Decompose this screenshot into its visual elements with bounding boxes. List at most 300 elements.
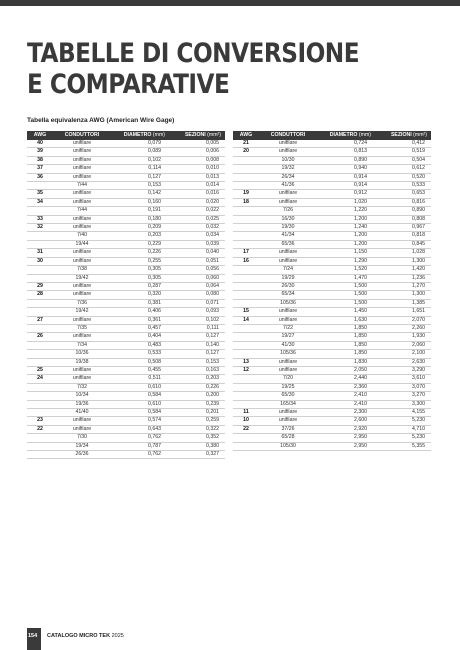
- cell-sezione: 1,270: [375, 282, 431, 290]
- cell-diametro: 0,914: [317, 173, 375, 181]
- table-row: [233, 274, 431, 282]
- cell-awg: [233, 224, 259, 232]
- cell-sezione: 0,327: [169, 451, 225, 459]
- cell-awg: 22: [27, 425, 53, 433]
- cell-conduttori: 165/34: [259, 400, 317, 408]
- table-row: [27, 442, 225, 450]
- cell-diametro: 0,455: [111, 366, 169, 374]
- cell-awg: [233, 173, 259, 181]
- cell-conduttori: 41/40: [53, 409, 111, 417]
- cell-conduttori: unifilare: [259, 190, 317, 198]
- cell-sezione: 0,071: [169, 299, 225, 307]
- cell-awg: [233, 291, 259, 299]
- cell-conduttori: unifilare: [53, 165, 111, 173]
- cell-diametro: 0,457: [111, 324, 169, 332]
- cell-awg: [27, 274, 53, 282]
- table-row: [27, 148, 225, 156]
- cell-diametro: 0,089: [111, 148, 169, 156]
- footer-catalog-name: CATALOGO MICRO TEK: [47, 633, 111, 639]
- table-row: [233, 324, 431, 332]
- table-row: [233, 215, 431, 223]
- table-row: [27, 341, 225, 349]
- cell-sezione: 0,322: [169, 425, 225, 433]
- table-row: [27, 375, 225, 383]
- cell-diametro: 2,950: [317, 442, 375, 450]
- cell-awg: [233, 383, 259, 391]
- cell-awg: [233, 350, 259, 358]
- cell-diametro: 0,102: [111, 156, 169, 164]
- cell-sezione: 1,300: [375, 291, 431, 299]
- cell-diametro: 1,450: [317, 308, 375, 316]
- cell-diametro: 0,160: [111, 198, 169, 206]
- header-diametro-label: DIAMETRO: [123, 131, 152, 138]
- cell-conduttori: 16/30: [259, 215, 317, 223]
- cell-conduttori: 7/35: [53, 324, 111, 332]
- cell-diametro: 0,191: [111, 207, 169, 215]
- cell-diametro: 1,500: [317, 299, 375, 307]
- cell-awg: 25: [27, 366, 53, 374]
- cell-awg: 39: [27, 148, 53, 156]
- cell-diametro: 0,533: [111, 350, 169, 358]
- header-sezioni-unit: (mm²): [207, 131, 221, 138]
- table-row: [233, 366, 431, 374]
- table-row: [27, 240, 225, 248]
- cell-conduttori: unifilare: [53, 198, 111, 206]
- table-row: [233, 341, 431, 349]
- cell-sezione: 0,845: [375, 240, 431, 248]
- cell-diametro: 0,305: [111, 274, 169, 282]
- cell-awg: [233, 333, 259, 341]
- cell-conduttori: 7/40: [53, 232, 111, 240]
- cell-diametro: 1,220: [317, 207, 375, 215]
- cell-sezione: 1,385: [375, 299, 431, 307]
- cell-awg: 23: [27, 417, 53, 425]
- cell-diametro: 0,114: [111, 165, 169, 173]
- cell-conduttori: 7/26: [259, 207, 317, 215]
- cell-conduttori: unifilare: [53, 375, 111, 383]
- cell-diametro: 0,406: [111, 308, 169, 316]
- table-row: [27, 140, 225, 148]
- cell-sezione: 0,020: [169, 198, 225, 206]
- cell-sezione: 0,014: [169, 182, 225, 190]
- cell-conduttori: unifilare: [259, 198, 317, 206]
- footer-page-tab: [27, 628, 41, 650]
- awg-table-left: [27, 131, 225, 459]
- table-header-row: [233, 131, 431, 140]
- table-row: [233, 316, 431, 324]
- cell-conduttori: 65/34: [259, 291, 317, 299]
- cell-conduttori: unifilare: [53, 190, 111, 198]
- cell-sezione: 0,060: [169, 274, 225, 282]
- cell-conduttori: 7/34: [53, 341, 111, 349]
- cell-conduttori: unifilare: [53, 366, 111, 374]
- cell-diametro: 0,180: [111, 215, 169, 223]
- cell-diametro: 1,850: [317, 333, 375, 341]
- cell-conduttori: unifilare: [259, 308, 317, 316]
- cell-conduttori: 19/27: [259, 333, 317, 341]
- cell-awg: [27, 266, 53, 274]
- table-row: [233, 140, 431, 148]
- cell-conduttori: 7/38: [53, 266, 111, 274]
- cell-sezione: 0,013: [169, 173, 225, 181]
- header-diametro-unit: (mm): [358, 131, 371, 138]
- header-awg: AWG: [27, 131, 53, 140]
- cell-awg: 34: [27, 198, 53, 206]
- header-sezioni: [169, 131, 225, 140]
- cell-sezione: 3,610: [375, 375, 431, 383]
- cell-conduttori: 65/30: [259, 392, 317, 400]
- footer-year: 2025: [111, 633, 124, 639]
- cell-diametro: 1,520: [317, 266, 375, 274]
- table-body-left: [27, 140, 225, 459]
- cell-awg: [27, 409, 53, 417]
- table-row: [233, 392, 431, 400]
- cell-awg: [27, 451, 53, 459]
- cell-diametro: 0,209: [111, 224, 169, 232]
- cell-conduttori: 65/28: [259, 434, 317, 442]
- table-row: [233, 308, 431, 316]
- cell-sezione: 0,080: [169, 291, 225, 299]
- cell-conduttori: 19/30: [259, 224, 317, 232]
- table-row: [233, 291, 431, 299]
- cell-conduttori: 65/36: [259, 240, 317, 248]
- cell-awg: [27, 392, 53, 400]
- cell-awg: 27: [27, 316, 53, 324]
- table-row: [27, 173, 225, 181]
- header-diametro-label: DIAMETRO: [329, 131, 358, 138]
- cell-diametro: 1,290: [317, 257, 375, 265]
- cell-conduttori: unifilare: [53, 173, 111, 181]
- cell-awg: 26: [27, 333, 53, 341]
- cell-awg: [233, 240, 259, 248]
- cell-diametro: 0,890: [317, 156, 375, 164]
- cell-conduttori: unifilare: [53, 282, 111, 290]
- cell-diametro: 0,142: [111, 190, 169, 198]
- cell-sezione: 0,010: [169, 165, 225, 173]
- cell-diametro: 0,584: [111, 392, 169, 400]
- cell-conduttori: unifilare: [259, 409, 317, 417]
- cell-sezione: 4,710: [375, 425, 431, 433]
- cell-conduttori: 7/36: [53, 299, 111, 307]
- cell-diametro: 0,643: [111, 425, 169, 433]
- cell-conduttori: 10/30: [259, 156, 317, 164]
- cell-conduttori: 105/36: [259, 350, 317, 358]
- cell-sezione: 0,520: [375, 173, 431, 181]
- cell-sezione: 2,260: [375, 324, 431, 332]
- cell-diametro: 0,287: [111, 282, 169, 290]
- cell-awg: 14: [233, 316, 259, 324]
- cell-diametro: 0,610: [111, 383, 169, 391]
- cell-sezione: 0,034: [169, 232, 225, 240]
- cell-awg: [27, 308, 53, 316]
- cell-sezione: 0,093: [169, 308, 225, 316]
- table-row: [233, 282, 431, 290]
- cell-conduttori: 19/32: [259, 165, 317, 173]
- cell-diametro: 0,762: [111, 434, 169, 442]
- table-row: [233, 173, 431, 181]
- table-row: [233, 358, 431, 366]
- cell-awg: [233, 207, 259, 215]
- cell-diametro: 0,724: [317, 140, 375, 148]
- cell-diametro: 0,127: [111, 173, 169, 181]
- table-row: [233, 333, 431, 341]
- table-row: [27, 316, 225, 324]
- table-row: [27, 324, 225, 332]
- cell-diametro: 0,226: [111, 249, 169, 257]
- table-row: [27, 451, 225, 459]
- cell-awg: [27, 182, 53, 190]
- cell-conduttori: unifilare: [259, 316, 317, 324]
- cell-diametro: 1,200: [317, 240, 375, 248]
- cell-awg: [27, 434, 53, 442]
- cell-sezione: 0,051: [169, 257, 225, 265]
- cell-conduttori: 26/34: [259, 173, 317, 181]
- table-row: [233, 266, 431, 274]
- cell-awg: [233, 392, 259, 400]
- cell-sezione: 5,230: [375, 434, 431, 442]
- cell-awg: [27, 324, 53, 332]
- table-row: [27, 190, 225, 198]
- table-row: [233, 182, 431, 190]
- cell-awg: [27, 207, 53, 215]
- cell-sezione: 0,039: [169, 240, 225, 248]
- cell-awg: [233, 375, 259, 383]
- cell-sezione: 0,226: [169, 383, 225, 391]
- cell-diametro: 0,203: [111, 232, 169, 240]
- cell-awg: 32: [27, 224, 53, 232]
- cell-diametro: 0,914: [317, 182, 375, 190]
- cell-conduttori: unifilare: [259, 249, 317, 257]
- cell-awg: [27, 442, 53, 450]
- cell-diametro: 0,762: [111, 451, 169, 459]
- table-row: [27, 266, 225, 274]
- table-row: [233, 409, 431, 417]
- cell-awg: 31: [27, 249, 53, 257]
- cell-sezione: 0,239: [169, 400, 225, 408]
- cell-diametro: 0,813: [317, 148, 375, 156]
- cell-awg: 33: [27, 215, 53, 223]
- header-sezioni-unit: (mm²): [413, 131, 427, 138]
- cell-sezione: 0,006: [169, 148, 225, 156]
- table-row: [27, 224, 225, 232]
- cell-diametro: 2,410: [317, 392, 375, 400]
- cell-sezione: 5,355: [375, 442, 431, 450]
- cell-conduttori: unifilare: [53, 425, 111, 433]
- cell-sezione: 0,653: [375, 190, 431, 198]
- table-row: [233, 207, 431, 215]
- table-row: [27, 291, 225, 299]
- cell-conduttori: unifilare: [259, 148, 317, 156]
- cell-sezione: 0,102: [169, 316, 225, 324]
- cell-awg: [27, 358, 53, 366]
- cell-conduttori: unifilare: [53, 249, 111, 257]
- header-sezioni: [375, 131, 431, 140]
- table-row: [27, 215, 225, 223]
- table-row: [27, 400, 225, 408]
- cell-diametro: 0,079: [111, 140, 169, 148]
- cell-conduttori: 19/42: [53, 308, 111, 316]
- cell-sezione: 0,533: [375, 182, 431, 190]
- cell-awg: 16: [233, 257, 259, 265]
- table-row: [233, 224, 431, 232]
- cell-sezione: 0,005: [169, 140, 225, 148]
- cell-conduttori: 105/30: [259, 442, 317, 450]
- cell-sezione: 0,032: [169, 224, 225, 232]
- table-row: [233, 232, 431, 240]
- cell-conduttori: 7/30: [53, 434, 111, 442]
- table-row: [27, 257, 225, 265]
- cell-sezione: 3,070: [375, 383, 431, 391]
- cell-awg: 37: [27, 165, 53, 173]
- table-row: [27, 249, 225, 257]
- cell-sezione: 0,016: [169, 190, 225, 198]
- cell-conduttori: unifilare: [53, 291, 111, 299]
- table-row: [27, 434, 225, 442]
- cell-diametro: 1,850: [317, 341, 375, 349]
- cell-awg: [27, 350, 53, 358]
- cell-diametro: 0,574: [111, 417, 169, 425]
- table-row: [27, 299, 225, 307]
- table-row: [233, 257, 431, 265]
- table-row: [27, 282, 225, 290]
- top-bar: [0, 0, 460, 6]
- cell-awg: 13: [233, 358, 259, 366]
- table-row: [233, 350, 431, 358]
- cell-awg: [233, 324, 259, 332]
- page-number: 154: [28, 633, 38, 639]
- table-header-row: [27, 131, 225, 140]
- cell-sezione: 2,070: [375, 316, 431, 324]
- cell-sezione: 0,412: [375, 140, 431, 148]
- cell-conduttori: 19/44: [53, 240, 111, 248]
- cell-conduttori: 26/36: [53, 451, 111, 459]
- cell-awg: 29: [27, 282, 53, 290]
- header-awg: AWG: [233, 131, 259, 140]
- cell-sezione: 2,630: [375, 358, 431, 366]
- cell-conduttori: unifilare: [259, 366, 317, 374]
- cell-diametro: 0,305: [111, 266, 169, 274]
- cell-sezione: 0,504: [375, 156, 431, 164]
- cell-diametro: 1,500: [317, 282, 375, 290]
- cell-conduttori: 19/36: [53, 400, 111, 408]
- cell-sezione: 1,236: [375, 274, 431, 282]
- cell-awg: 22: [233, 425, 259, 433]
- cell-conduttori: unifilare: [53, 156, 111, 164]
- cell-awg: [27, 240, 53, 248]
- table-row: [233, 240, 431, 248]
- cell-diametro: 0,610: [111, 400, 169, 408]
- cell-diametro: 2,920: [317, 425, 375, 433]
- header-sezioni-label: SEZIONI: [184, 131, 206, 138]
- cell-awg: 28: [27, 291, 53, 299]
- cell-sezione: 0,200: [169, 392, 225, 400]
- cell-sezione: 0,259: [169, 417, 225, 425]
- cell-sezione: 2,060: [375, 341, 431, 349]
- cell-sezione: 0,808: [375, 215, 431, 223]
- cell-diametro: 0,229: [111, 240, 169, 248]
- cell-awg: 20: [233, 148, 259, 156]
- header-diametro-unit: (mm): [152, 131, 165, 138]
- cell-conduttori: 7/24: [259, 266, 317, 274]
- cell-awg: 18: [233, 198, 259, 206]
- cell-conduttori: 37/26: [259, 425, 317, 433]
- awg-table-right: [233, 131, 431, 451]
- cell-sezione: 0,203: [169, 375, 225, 383]
- cell-sezione: 3,270: [375, 392, 431, 400]
- cell-conduttori: 19/38: [53, 358, 111, 366]
- table-row: [27, 333, 225, 341]
- cell-conduttori: unifilare: [53, 224, 111, 232]
- cell-diametro: 0,153: [111, 182, 169, 190]
- cell-sezione: 0,056: [169, 266, 225, 274]
- cell-awg: 35: [27, 190, 53, 198]
- cell-conduttori: 105/36: [259, 299, 317, 307]
- cell-sezione: 1,930: [375, 333, 431, 341]
- cell-conduttori: unifilare: [53, 333, 111, 341]
- title-line-2: E COMPARATIVE: [27, 69, 230, 100]
- cell-awg: 17: [233, 249, 259, 257]
- cell-sezione: 1,420: [375, 266, 431, 274]
- cell-sezione: 1,300: [375, 257, 431, 265]
- cell-awg: [233, 400, 259, 408]
- cell-sezione: 0,519: [375, 148, 431, 156]
- cell-diametro: 1,200: [317, 215, 375, 223]
- cell-diametro: 1,500: [317, 291, 375, 299]
- cell-sezione: 0,201: [169, 409, 225, 417]
- header-sezioni-label: SEZIONI: [390, 131, 412, 138]
- cell-awg: [27, 383, 53, 391]
- cell-sezione: 0,163: [169, 366, 225, 374]
- cell-diametro: 0,255: [111, 257, 169, 265]
- cell-awg: 40: [27, 140, 53, 148]
- cell-conduttori: unifilare: [53, 140, 111, 148]
- cell-awg: [233, 232, 259, 240]
- table-row: [233, 165, 431, 173]
- cell-diametro: 0,320: [111, 291, 169, 299]
- cell-diametro: 0,940: [317, 165, 375, 173]
- cell-sezione: 3,290: [375, 366, 431, 374]
- cell-sezione: 0,127: [169, 350, 225, 358]
- table-row: [27, 182, 225, 190]
- cell-awg: 15: [233, 308, 259, 316]
- cell-diametro: 0,483: [111, 341, 169, 349]
- cell-sezione: 0,025: [169, 215, 225, 223]
- cell-sezione: 1,651: [375, 308, 431, 316]
- table-body-right: [233, 140, 431, 451]
- cell-sezione: 0,008: [169, 156, 225, 164]
- table-row: [27, 165, 225, 173]
- cell-sezione: 0,967: [375, 224, 431, 232]
- cell-diametro: 0,511: [111, 375, 169, 383]
- cell-awg: [233, 274, 259, 282]
- cell-awg: [233, 156, 259, 164]
- cell-diametro: 1,200: [317, 232, 375, 240]
- table-row: [233, 383, 431, 391]
- cell-conduttori: unifilare: [259, 417, 317, 425]
- table-row: [27, 358, 225, 366]
- page-title: [27, 38, 388, 100]
- cell-conduttori: 26/30: [259, 282, 317, 290]
- cell-sezione: 0,153: [169, 358, 225, 366]
- table-row: [233, 299, 431, 307]
- cell-awg: 19: [233, 190, 259, 198]
- cell-conduttori: 10/34: [53, 392, 111, 400]
- table-row: [233, 148, 431, 156]
- footer-catalog: [47, 633, 124, 639]
- table-row: [27, 366, 225, 374]
- cell-conduttori: unifilare: [259, 358, 317, 366]
- cell-conduttori: 41/34: [259, 232, 317, 240]
